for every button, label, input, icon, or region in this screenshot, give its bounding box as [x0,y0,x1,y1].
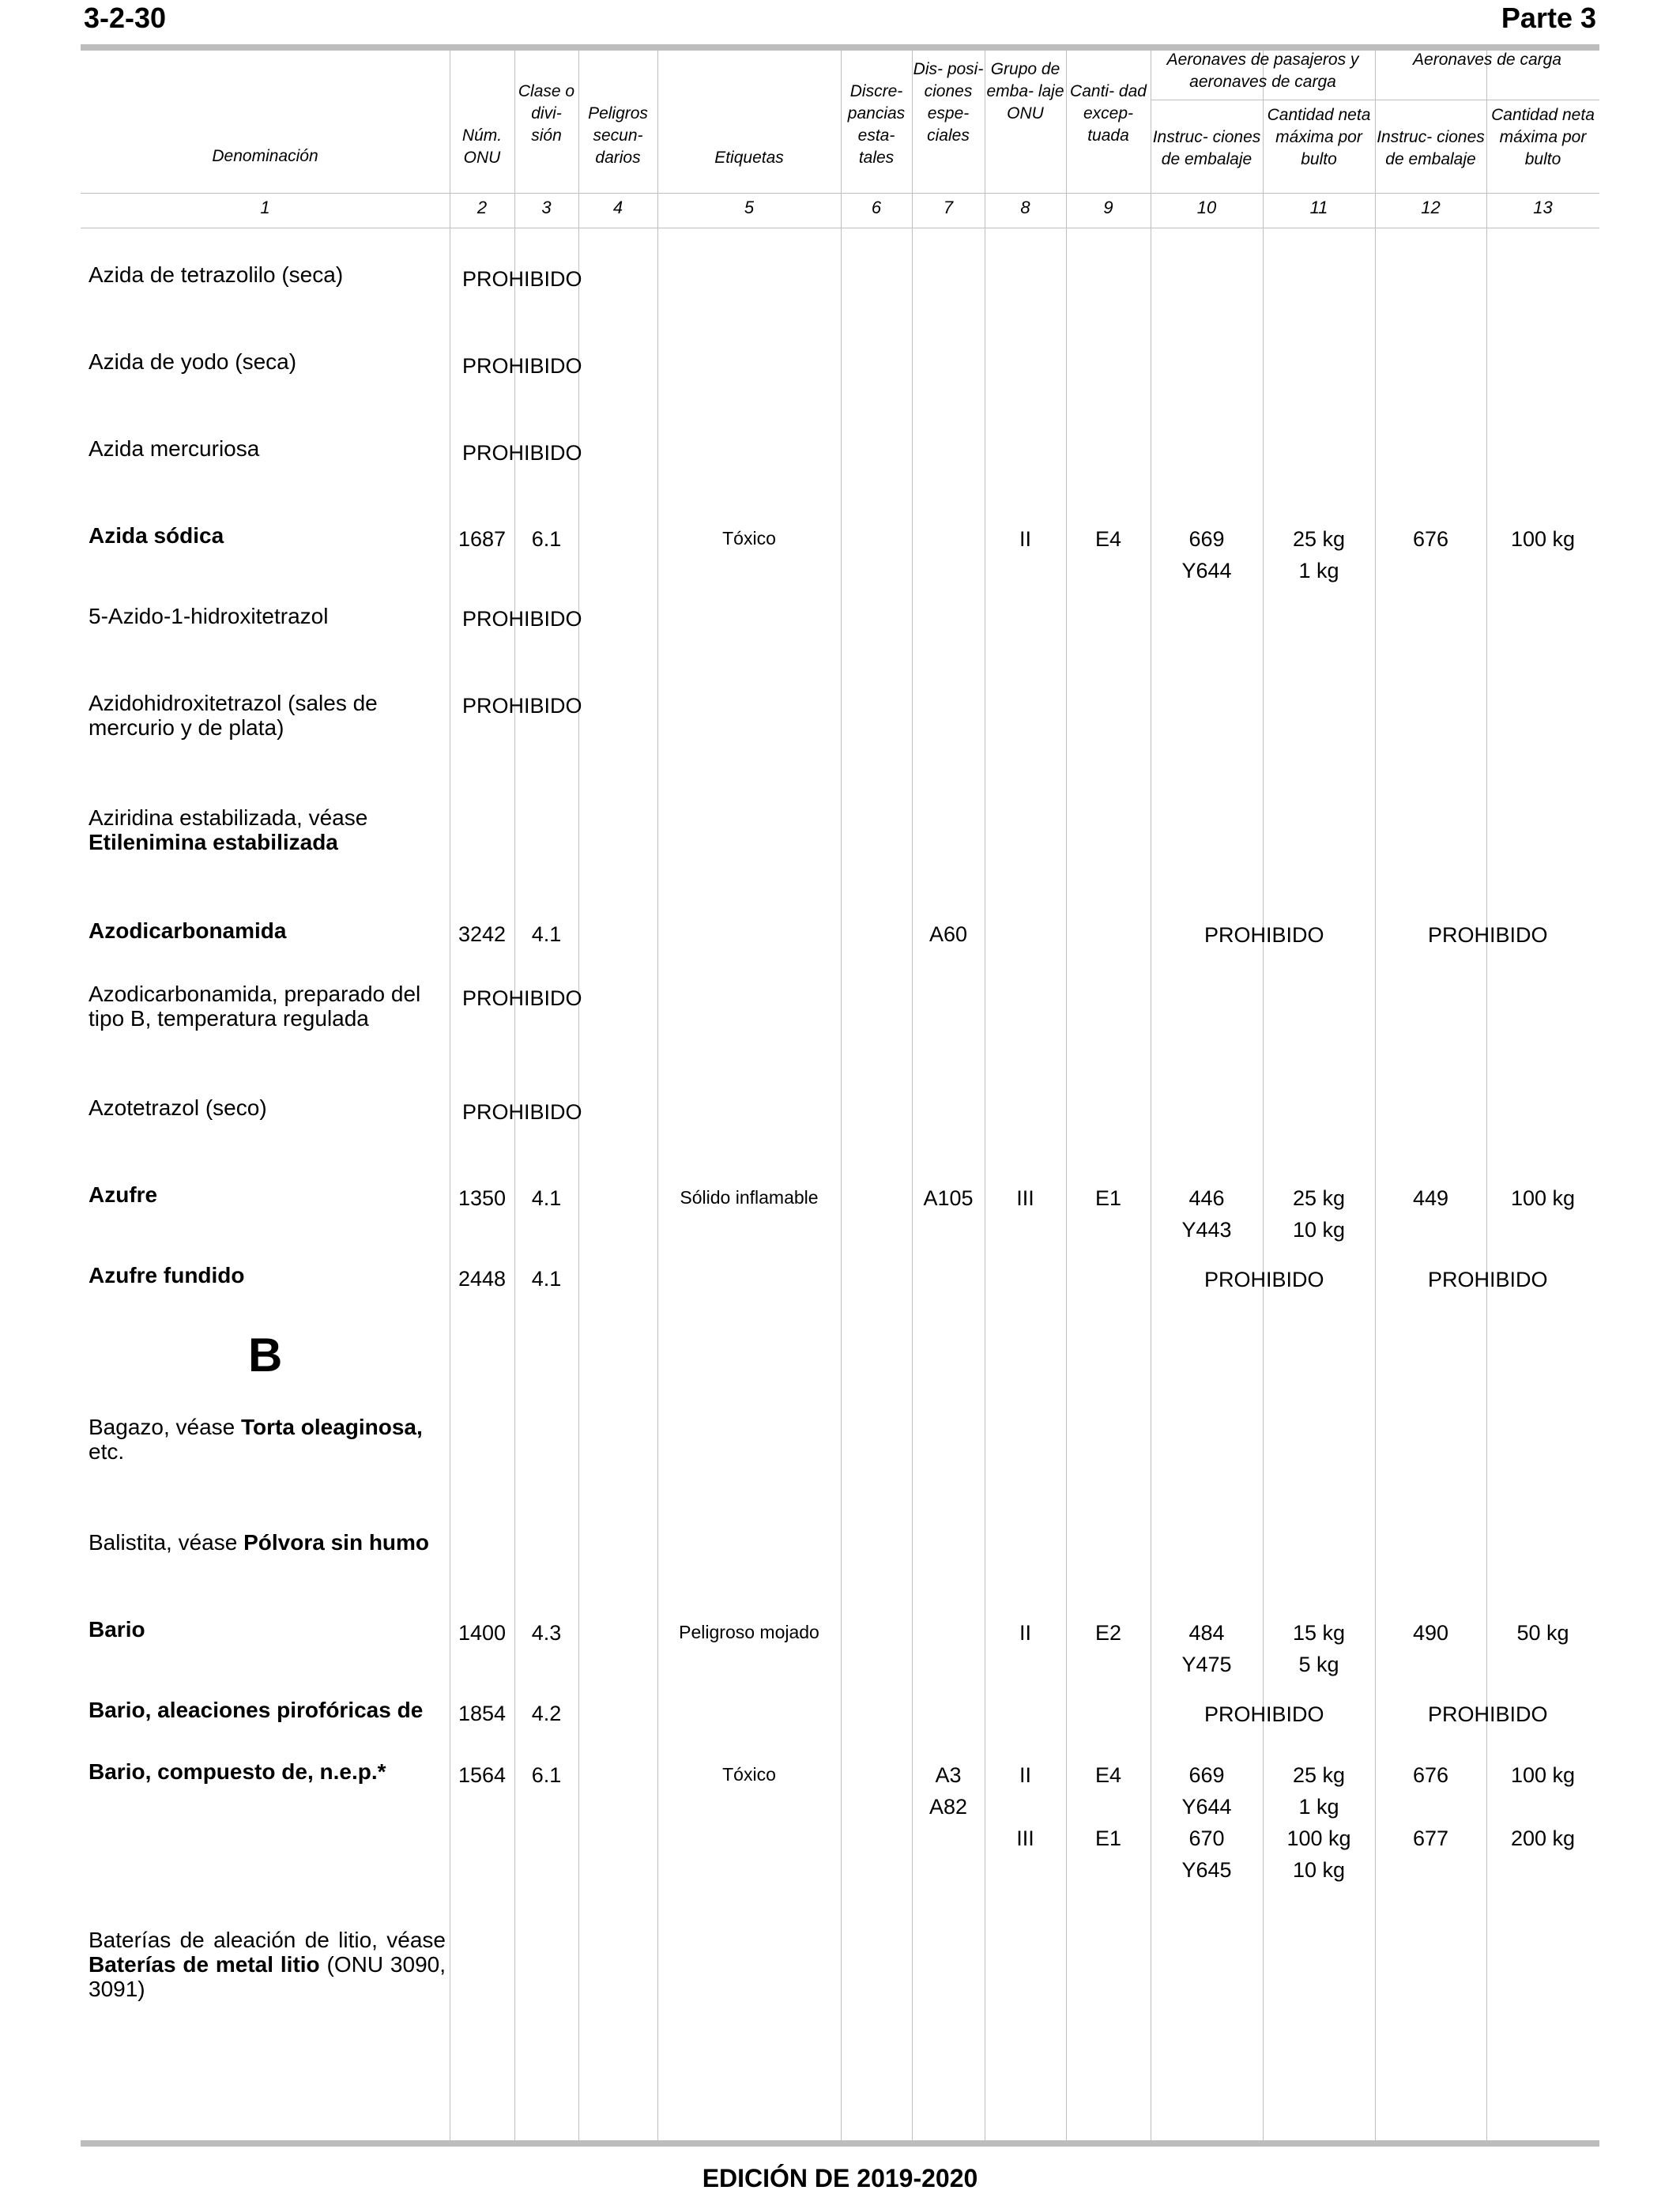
entry-name: Baterías de aleación de litio, véase Baterías de metal litio (ONU 3090, 3091) [89,1928,446,2001]
col-header-qty-cargo: Cantidad neta máxima por bulto [1491,106,1595,168]
class-division: 6.1 [531,527,562,551]
col-header-denominacion: Denominación [212,147,318,165]
excepted-quantity: E2 [1094,1621,1122,1645]
un-number: 1687 [458,527,507,551]
entry-name: Azufre fundido [89,1263,245,1287]
excepted-quantity: E4 E1 [1094,1763,1122,1850]
un-number: 3242 [458,922,507,946]
un-number: 2448 [458,1267,507,1291]
prohibited-text: PROHIBIDO [1428,923,1548,947]
col-number: 5 [744,198,755,217]
col-header-secondary: Peligros secun- darios [588,104,648,167]
col-number: 9 [1103,198,1113,217]
col-number: 7 [943,198,954,217]
class-division: 4.1 [531,1186,562,1210]
prohibited-text: PROHIBIDO [1204,1702,1324,1726]
entry-name: Azida sódica [89,523,224,548]
class-division: 6.1 [531,1763,562,1787]
col-number: 13 [1533,198,1553,217]
excepted-quantity: E1 [1094,1186,1122,1210]
prohibited-text: PROHIBIDO [462,607,582,631]
un-number: 1564 [458,1763,507,1787]
packing-group: II III [1016,1763,1034,1850]
packing-instruction-cargo: 490 [1412,1621,1449,1645]
col-header-pi-cargo: Instruc- ciones de embalaje [1377,128,1485,168]
prohibited-text: PROHIBIDO [462,694,582,718]
prohibited-text: PROHIBIDO [462,986,582,1010]
packing-instruction-pax: 446 Y443 [1181,1186,1232,1242]
page-part: Parte 3 [1501,2,1596,34]
col-number: 12 [1421,198,1441,217]
entry-name: Bario, aleaciones pirofóricas de [89,1698,424,1722]
entry-name: Azidohidroxitetrazol (sales de mercurio y de plata) [89,691,378,740]
col-number: 4 [612,198,623,217]
section-letter: B [248,1329,283,1382]
col-number: 2 [477,198,488,217]
prohibited-text: PROHIBIDO [1428,1268,1548,1291]
column-divider [912,51,913,2140]
col-number: 1 [260,198,270,217]
class-division: 4.2 [531,1702,562,1725]
column-divider [841,51,842,2140]
group-header-cargo: Aeronaves de carga [1413,51,1561,69]
special-provision: A60 [929,922,968,946]
col-number: 8 [1020,198,1030,217]
col-number: 11 [1309,198,1328,217]
col-header-discrepancies: Discre- pancias esta- tales [847,82,906,167]
max-quantity-pax: 25 kg 1 kg 100 kg 10 kg [1286,1763,1351,1882]
bottom-rule [81,2140,1599,2147]
prohibited-text: PROHIBIDO [1204,1268,1324,1291]
max-quantity-cargo: 100 kg 200 kg [1510,1763,1576,1850]
max-quantity-pax: 25 kg 1 kg [1292,527,1346,582]
packing-group: III [1016,1186,1034,1210]
max-quantity-cargo: 100 kg [1510,1186,1576,1210]
packing-group: II [1019,527,1031,551]
entry-name: Azodicarbonamida, preparado del tipo B, temperatura regulada [89,982,421,1031]
class-division: 4.1 [531,1267,562,1291]
packing-instruction-pax: 484 Y475 [1181,1621,1232,1676]
col-number: 6 [871,198,882,217]
entry-name: Bario, compuesto de, n.e.p.* [89,1759,386,1784]
col-header-pg: Grupo de emba- laje ONU [986,60,1064,123]
entry-name: Azodicarbonamida [89,918,287,943]
group-header-pax: Aeronaves de pasajeros y aeronaves de carga [1166,51,1359,91]
entry-name: Azufre [89,1182,158,1207]
entry-name: 5-Azido-1-hidroxitetrazol [89,604,329,628]
max-quantity-cargo: 50 kg [1516,1621,1569,1645]
class-division: 4.3 [531,1621,562,1645]
entry-name: Azida mercuriosa [89,436,260,461]
page-number: 3-2-30 [84,2,167,34]
entry-name: Bagazo, véase Torta oleaginosa, etc. [89,1415,423,1464]
hazard-label: Tóxico [722,528,776,548]
special-provision: A3 A82 [929,1763,968,1819]
col-number: 3 [541,198,552,217]
excepted-quantity: E4 [1094,527,1122,551]
un-number: 1400 [458,1621,507,1645]
entry-name: Bario [89,1617,145,1642]
packing-instruction-cargo: 676 [1412,527,1449,551]
special-provision: A105 [923,1186,974,1210]
prohibited-text: PROHIBIDO [462,1100,582,1124]
max-quantity-pax: 15 kg 5 kg [1292,1621,1346,1676]
edition-footer: EDICIÓN DE 2019-2020 [702,2164,978,2192]
entry-name: Azotetrazol (seco) [89,1095,267,1120]
prohibited-text: PROHIBIDO [462,441,582,465]
prohibited-text: PROHIBIDO [1428,1702,1548,1726]
packing-group: II [1019,1621,1031,1645]
un-number: 1854 [458,1702,507,1725]
col-header-special: Dis- posi- ciones espe- ciales [913,60,984,145]
col-header-class: Clase o divi- sión [518,82,575,145]
col-number: 10 [1196,198,1217,217]
un-number: 1350 [458,1186,507,1210]
header-divider [81,193,1599,194]
prohibited-text: PROHIBIDO [1204,923,1324,947]
prohibited-text: PROHIBIDO [462,267,582,291]
entry-name: Balistita, véase Pólvora sin humo [89,1530,430,1555]
entry-name: Aziridina estabilizada, véase Etilenimina estabilizada [89,805,368,854]
col-header-un: Núm. ONU [461,126,503,167]
col-header-qty-pax: Cantidad neta máxima por bulto [1267,106,1371,168]
class-division: 4.1 [531,922,562,946]
packing-instruction-pax: 669 Y644 670 Y645 [1181,1763,1232,1882]
entry-name: Azida de yodo (seca) [89,349,297,374]
packing-instruction-cargo: 676 677 [1412,1763,1449,1850]
entry-name: Azida de tetrazolilo (seca) [89,262,344,287]
col-header-labels: Etiquetas [714,149,784,167]
column-divider [657,51,658,2140]
col-header-eq: Canti- dad excep- tuada [1070,82,1147,145]
max-quantity-cargo: 100 kg [1510,527,1576,551]
max-quantity-pax: 25 kg 10 kg [1292,1186,1346,1242]
hazard-label: Sólido inflamable [680,1187,819,1208]
packing-instruction-cargo: 449 [1412,1186,1449,1210]
col-header-pi-pax: Instruc- ciones de embalaje [1152,128,1261,168]
prohibited-text: PROHIBIDO [462,354,582,378]
packing-instruction-pax: 669 Y644 [1181,527,1232,582]
hazard-label: Tóxico [722,1764,776,1785]
hazard-label: Peligroso mojado [679,1622,819,1642]
